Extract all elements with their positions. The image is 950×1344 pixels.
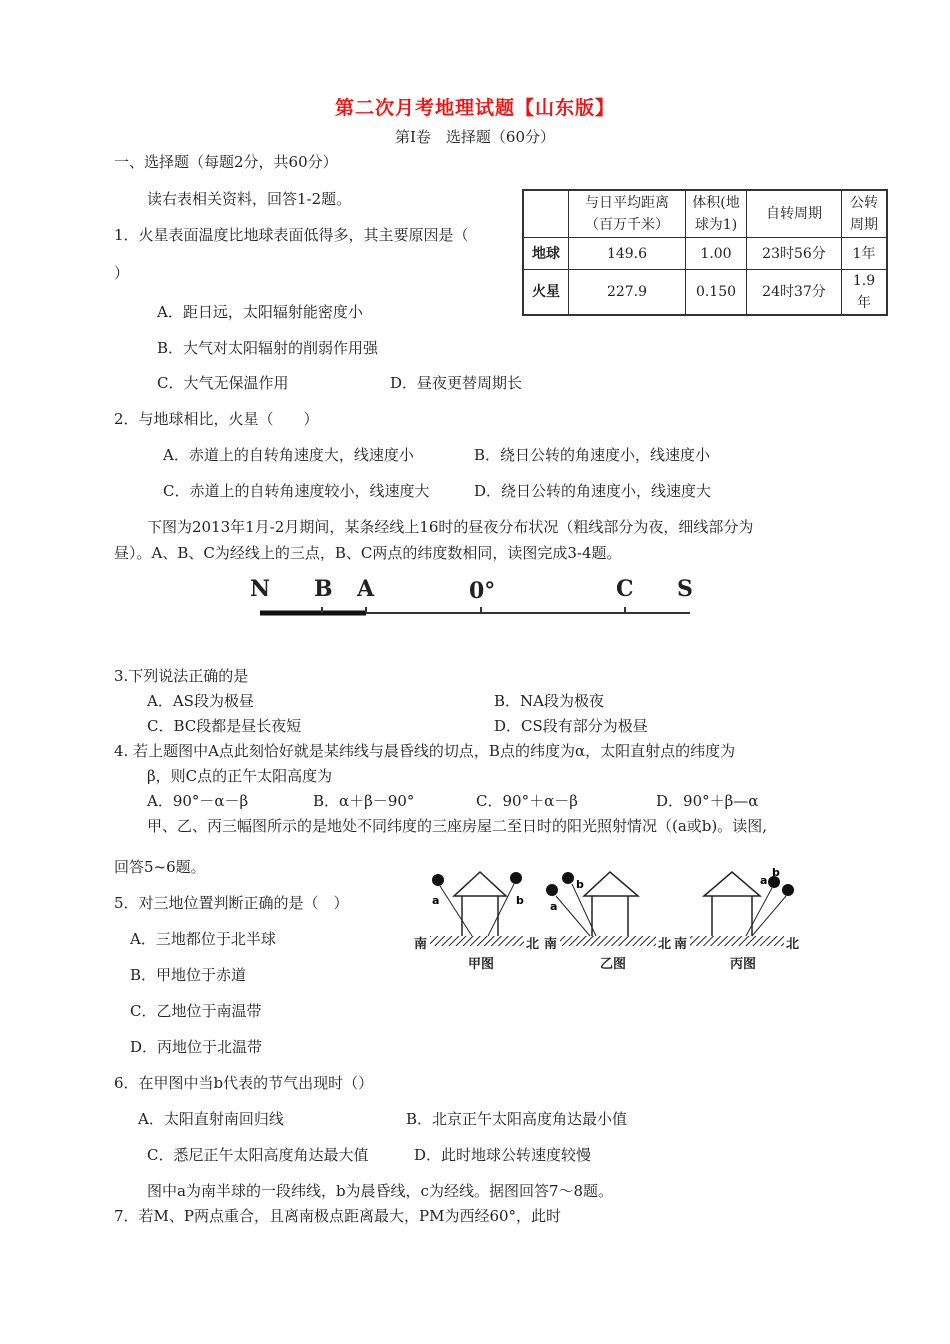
ray-label-b: b [772, 866, 780, 879]
q6-option-d: D．此时地球公转速度较慢 [414, 1146, 592, 1164]
table-row [523, 270, 887, 316]
q5-stem: 5．对三地位置判断正确的是（ ） [114, 894, 349, 912]
header-line: 周期 [850, 217, 878, 233]
table-corner-cell [523, 190, 569, 238]
q7-stem: 7．若M、P两点重合，且离南极点距离最大，PM为西经60°，此时 [114, 1207, 562, 1225]
sun-icon [782, 884, 794, 896]
q4-option-a: A．90°－α－β [147, 792, 249, 810]
table-cell-rotation: 24时37分 [747, 270, 842, 316]
label-south-2: 南 [544, 937, 558, 952]
q2-option-c: C．赤道上的自转角速度较小，线速度大 [163, 482, 430, 500]
table-cell-planet: 地球 [523, 238, 569, 270]
meridian-diagram [240, 568, 710, 622]
q1-option-b: B．大气对太阳辐射的削弱作用强 [157, 339, 379, 357]
intro-4: 图中a为南半球的一段纬线，b为晨昏线，c为经线。据图回答7～8题。 [147, 1182, 614, 1200]
ray-label-b: b [516, 894, 524, 907]
intro-2-line2: 昼）。A、B、C为经线上的三点，B、C两点的纬度数相同，读图完成3-4题。 [114, 544, 622, 562]
label-s: S [677, 576, 693, 602]
label-a: A [357, 576, 375, 602]
q4-option-c: C．90°＋α－β [476, 792, 578, 810]
ground-2 [560, 936, 656, 946]
q4-option-b: B．α＋β－90° [313, 792, 415, 810]
caption-bing: 丙图 [730, 957, 757, 972]
sun-icon [562, 872, 574, 884]
table-header-row [523, 190, 887, 238]
q3-option-c: C．BC段都是昼长夜短 [147, 717, 302, 735]
sunray-a [556, 896, 590, 936]
label-south-1: 南 [414, 937, 428, 952]
ray-label-a: a [432, 894, 440, 907]
q4-option-d: D．90°＋β—α [656, 792, 759, 810]
table-header-revolution [842, 190, 888, 238]
q4-stem: 4. 若上题图中A点此刻恰好就是某纬线与晨昏线的切点，B点的纬度为α，太阳直射点的纬度为 [114, 742, 736, 760]
intro-3-line1: 甲、乙、丙三幅图所示的是地处不同纬度的三座房屋二至日时的阳光照射情况（(a或b)。读图, [147, 817, 768, 835]
q5-option-c: C．乙地位于南温带 [130, 1002, 262, 1020]
table-cell-planet: 火星 [523, 270, 569, 316]
table-cell-rotation: 23时56分 [747, 238, 842, 270]
q1-option-c: C．大气无保温作用 [157, 374, 289, 392]
q4-stem-cont: β，则C点的正午太阳高度为 [147, 767, 333, 785]
q5-option-d: D．丙地位于北温带 [130, 1038, 263, 1056]
table-row [523, 238, 887, 270]
q6-option-a: A．太阳直射南回归线 [138, 1110, 284, 1128]
table-cell-revolution: 1.9年 [842, 270, 888, 316]
q3-option-b: B．NA段为极夜 [494, 692, 604, 710]
q5-option-b: B．甲地位于赤道 [130, 966, 247, 984]
ray-label-b: b [576, 878, 584, 891]
q3-stem: 3.下列说法正确的是 [114, 667, 249, 685]
table-cell-volume: 0.150 [686, 270, 747, 316]
q5-option-a: A．三地都位于北半球 [130, 930, 276, 948]
label-b: B [314, 576, 333, 602]
label-c: C [616, 576, 634, 602]
q6-stem: 6．在甲图中当b代表的节气出现时（） [114, 1074, 374, 1092]
label-north-1: 北 [526, 937, 540, 952]
planet-table [522, 189, 888, 316]
ground-3 [690, 936, 784, 946]
label-n: N [250, 576, 271, 602]
header-line: （百万千米） [585, 217, 669, 233]
caption-jia: 甲图 [468, 957, 495, 972]
intro-1: 读右表相关资料，回答1-2题。 [147, 190, 352, 208]
q3-option-a: A．AS段为极昼 [147, 692, 254, 710]
header-line: 体积(地 [692, 195, 740, 211]
intro-2-line1: 下图为2013年1月-2月期间，某条经线上16时的昼夜分布状况（粗线部分为夜，细线部分为 [147, 518, 754, 536]
table-cell-distance: 227.9 [569, 270, 686, 316]
table-cell-revolution: 1年 [842, 238, 888, 270]
page-title: 第二次月考地理试题【山东版】 [334, 97, 615, 119]
header-line: 球为1) [694, 217, 738, 233]
sun-icon [510, 872, 522, 884]
header-line: 公转 [850, 195, 878, 211]
ray-label-a: a [550, 900, 558, 913]
sun-icon [432, 874, 444, 886]
q3-option-d: D．CS段有部分为极昼 [494, 717, 648, 735]
section-heading: 一、选择题（每题2分，共60分） [114, 153, 338, 171]
q2-option-b: B．绕日公转的角速度小，线速度小 [474, 446, 711, 464]
label-equator: 0° [469, 578, 496, 604]
sun-icon [546, 884, 558, 896]
q1-stem-cont: ） [114, 264, 130, 282]
table-header-rotation: 自转周期 [747, 190, 842, 238]
house-roof-1 [454, 872, 506, 896]
q1-option-d: D．昼夜更替周期长 [390, 374, 523, 392]
table-cell-distance: 149.6 [569, 238, 686, 270]
label-north-2: 北 [658, 937, 672, 952]
house-roof-3 [704, 872, 760, 896]
section-subtitle: 第Ⅰ卷 选择题（60分） [394, 128, 555, 146]
table-cell-volume: 1.00 [686, 238, 747, 270]
caption-yi: 乙图 [600, 957, 627, 972]
q2-option-a: A．赤道上的自转角速度大，线速度小 [163, 446, 414, 464]
q1-option-a: A．距日远，太阳辐射能密度小 [157, 303, 363, 321]
q2-stem: 2．与地球相比，火星（ ） [114, 410, 319, 428]
q2-option-d: D．绕日公转的角速度小，线速度大 [474, 482, 712, 500]
house-roof-2 [584, 872, 638, 896]
q1-stem: 1．火星表面温度比地球表面低得多，其主要原因是（ [114, 226, 469, 244]
table-header-distance [569, 190, 686, 238]
intro-3-line2: 回答5~6题。 [114, 858, 206, 876]
ray-label-a: a [760, 874, 768, 887]
sun-angle-diagrams [412, 862, 802, 974]
q6-option-b: B．北京正午太阳高度角达最小值 [406, 1110, 628, 1128]
q6-option-c: C．悉尼正午太阳高度角达最大值 [147, 1146, 369, 1164]
ground-1 [430, 936, 524, 946]
header-line: 与日平均距离 [585, 195, 669, 211]
table-header-volume [686, 190, 747, 238]
label-north-3: 北 [786, 937, 800, 952]
label-south-3: 南 [674, 937, 688, 952]
